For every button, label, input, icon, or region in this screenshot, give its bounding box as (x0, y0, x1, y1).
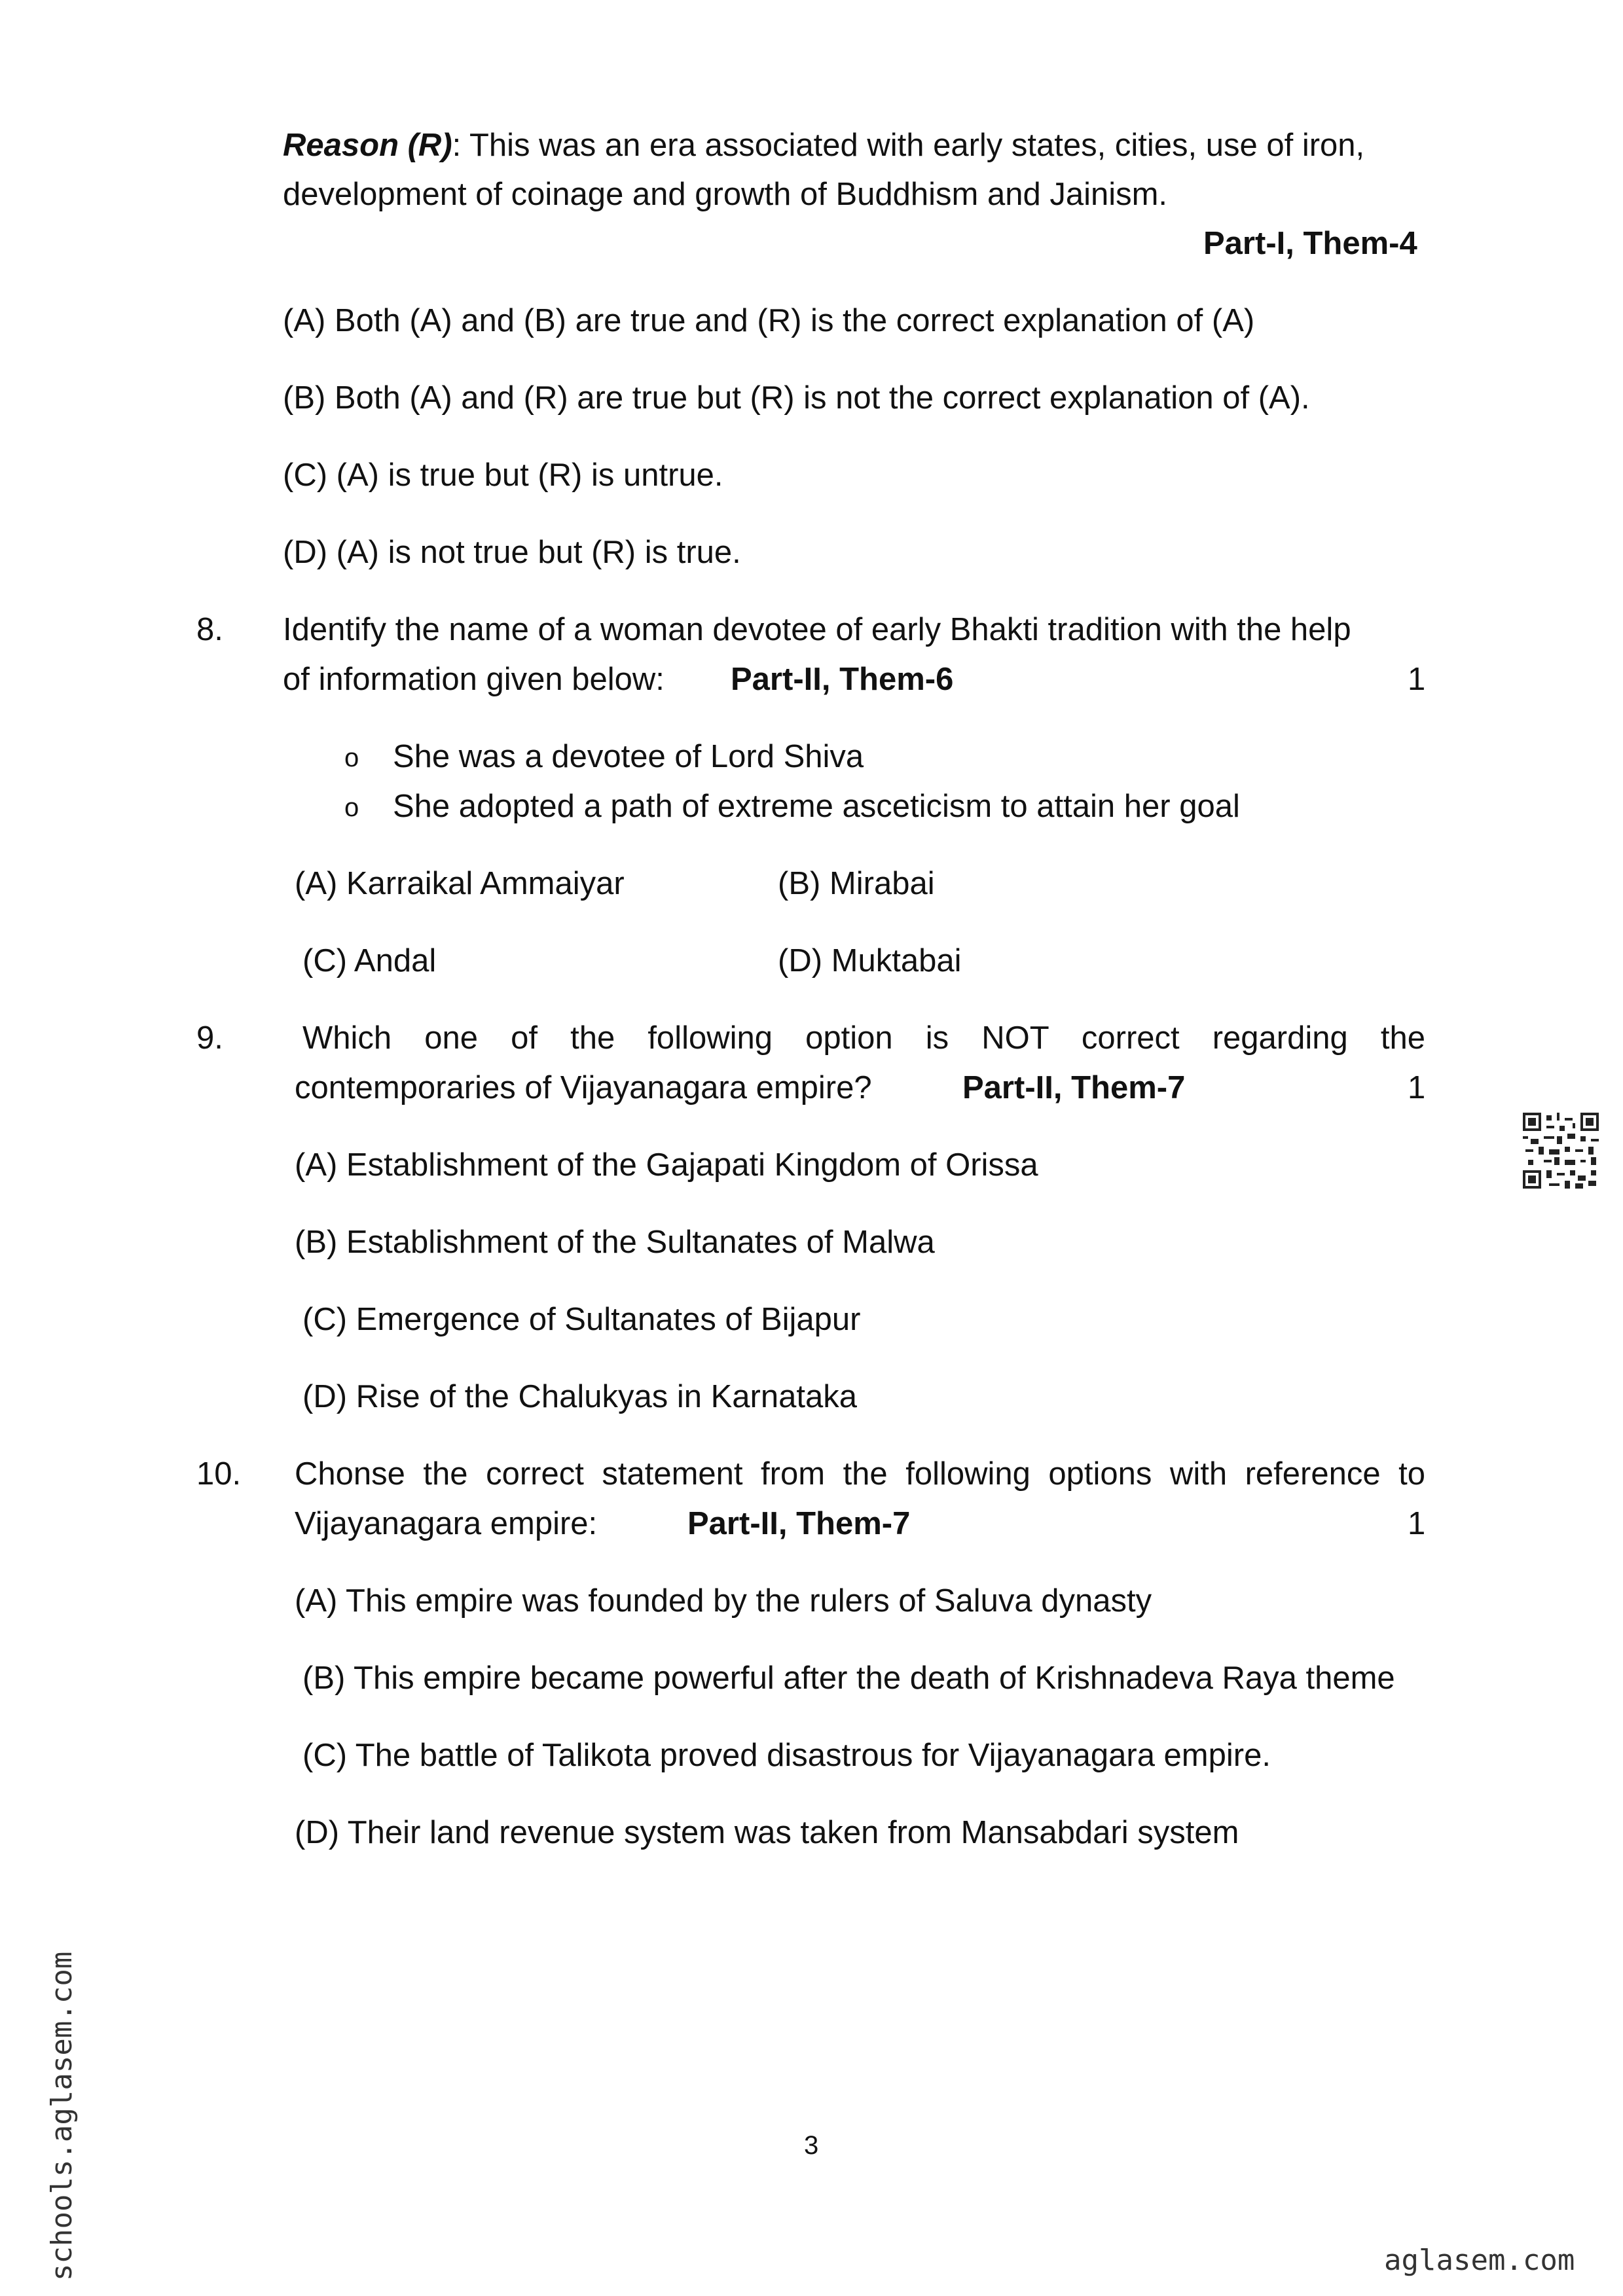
qr-code-icon (1523, 1113, 1599, 1189)
q10-reference: Part-II, Them-7 (687, 1506, 911, 1541)
q7-option-d: (D) (A) is not true but (R) is true. (283, 535, 741, 570)
q10-marks: 1 (1408, 1506, 1426, 1541)
q8-option-c: (C) Andal (302, 943, 437, 978)
q9-question-line-1: Which one of the following option is NOT correct regarding the (302, 1020, 1425, 1056)
q8-option-d: (D) Muktabai (778, 943, 962, 978)
q10-question-line-1: Chonse the correct statement from the following options with reference to (295, 1456, 1425, 1492)
q9-marks: 1 (1408, 1070, 1426, 1105)
q8-question-line-1: Identify the name of a woman devotee of early Bhakti tradition with the help (283, 612, 1351, 647)
reason-line-2: development of coinage and growth of Buddhism and Jainism. (283, 177, 1168, 212)
q9-option-c: (C) Emergence of Sultanates of Bijapur (302, 1302, 861, 1337)
reason-reference: Part-I, Them-4 (1203, 226, 1417, 261)
page-number: 3 (804, 2131, 819, 2160)
q8-option-b: (B) Mirabai (778, 866, 935, 901)
reason-text: : This was an era associated with early states, cities, use of iron, (452, 128, 1365, 163)
side-watermark: schools.aglasem.com (45, 1951, 79, 2281)
q7-option-c: (C) (A) is true but (R) is untrue. (283, 457, 723, 493)
reason-line-1 (283, 126, 1364, 165)
q10-option-a: (A) This empire was founded by the rulers of Saluva dynasty (295, 1583, 1152, 1619)
q8-question-line-2: of information given below: (283, 662, 665, 697)
reason-label: Reason (R) (283, 128, 452, 163)
q10-option-c: (C) The battle of Talikota proved disastrous for Vijayanagara empire. (302, 1738, 1271, 1773)
q8-option-a: (A) Karraikal Ammaiyar (295, 866, 625, 901)
q9-option-d: (D) Rise of the Chalukyas in Karnataka (302, 1379, 857, 1414)
q10-option-d: (D) Their land revenue system was taken from Mansabdari system (295, 1815, 1239, 1850)
q10-number: 10. (196, 1456, 242, 1492)
q9-option-a: (A) Establishment of the Gajapati Kingdom of Orissa (295, 1147, 1038, 1183)
site-watermark: aglasem.com (1384, 2244, 1575, 2277)
q9-number: 9. (196, 1020, 223, 1056)
q8-marks: 1 (1408, 662, 1426, 697)
q9-question-line-2: contemporaries of Vijayanagara empire? (295, 1070, 872, 1105)
q10-option-b: (B) This empire became powerful after the death of Krishnadeva Raya theme (302, 1660, 1395, 1696)
q7-option-a: (A) Both (A) and (B) are true and (R) is the correct explanation of (A) (283, 303, 1255, 338)
q8-clue-1: She was a devotee of Lord Shiva (393, 739, 864, 774)
q8-number: 8. (196, 612, 223, 647)
q9-reference: Part-II, Them-7 (962, 1070, 1186, 1105)
q9-option-b: (B) Establishment of the Sultanates of Malwa (295, 1225, 935, 1260)
bullet-icon: o (344, 744, 359, 772)
bullet-icon: o (344, 793, 359, 822)
q10-question-line-2: Vijayanagara empire: (295, 1506, 598, 1541)
q8-reference: Part-II, Them-6 (731, 662, 954, 697)
q7-option-b: (B) Both (A) and (R) are true but (R) is not the correct explanation of (A). (283, 380, 1310, 416)
q8-clue-2: She adopted a path of extreme asceticism to attain her goal (393, 789, 1240, 824)
